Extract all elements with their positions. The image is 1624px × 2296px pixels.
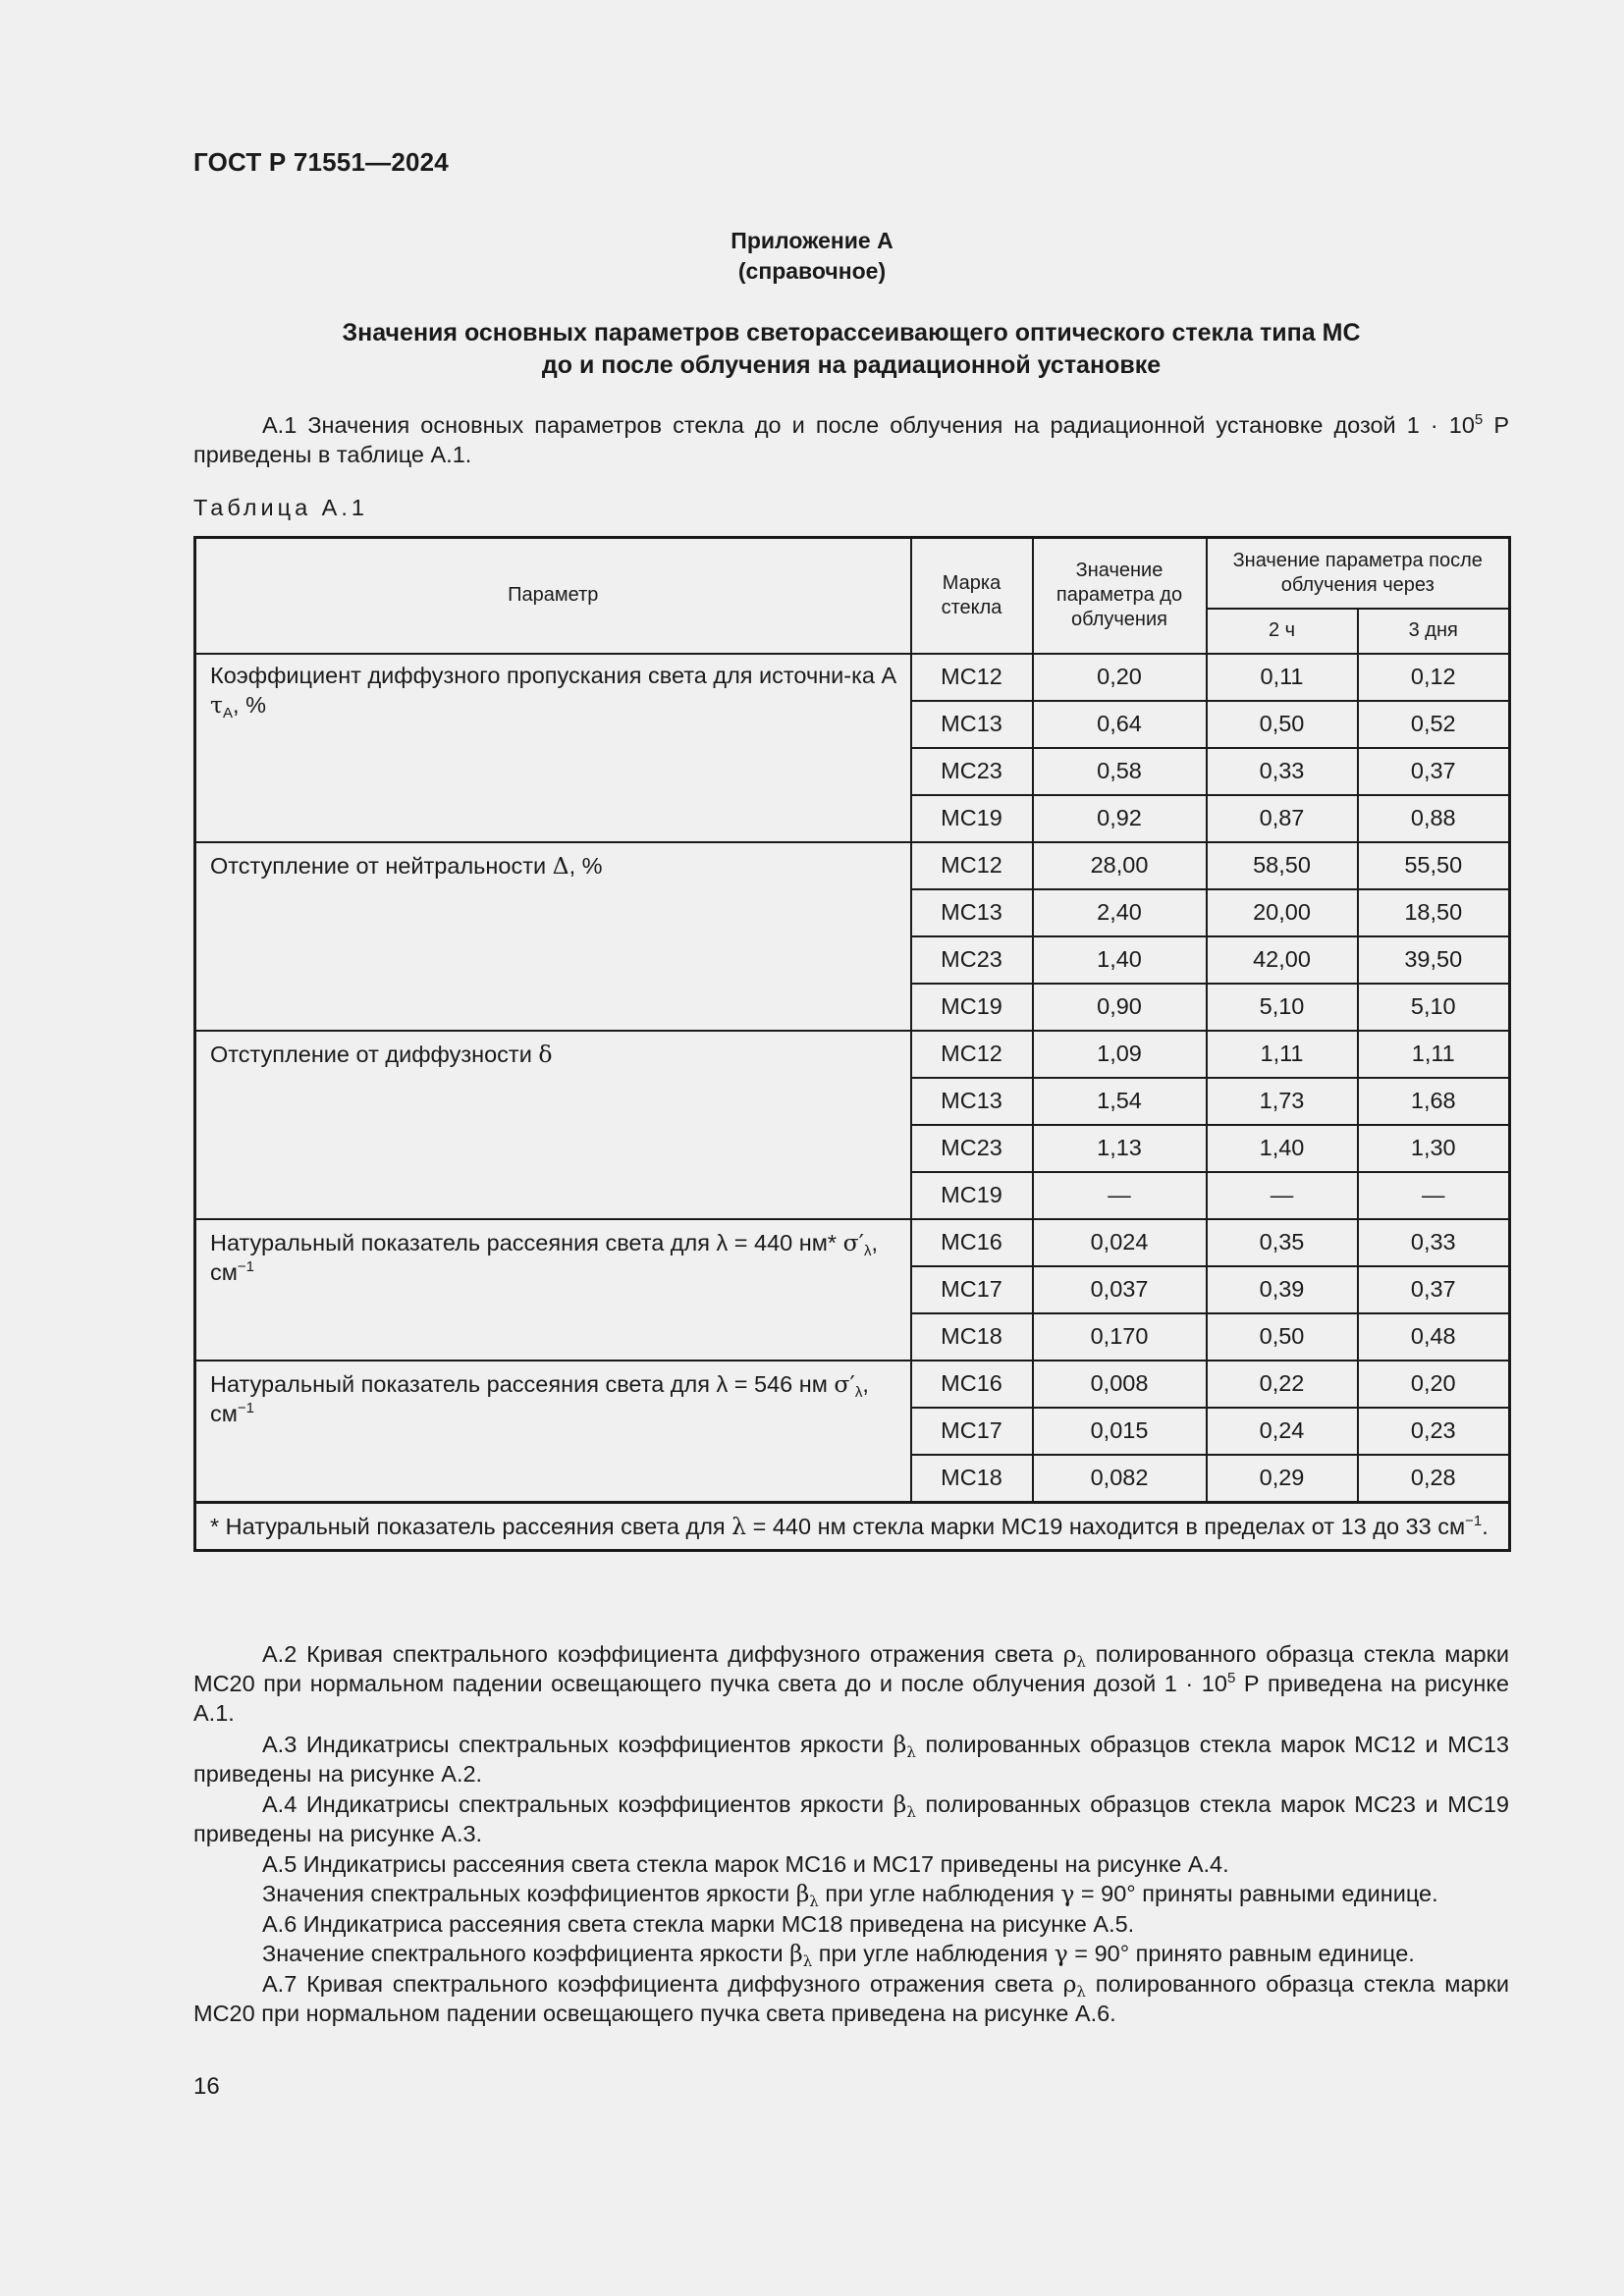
header-after-2h: 2 ч bbox=[1207, 609, 1358, 654]
value-cell: 0,37 bbox=[1358, 1266, 1510, 1313]
glass-mark-cell: МС16 bbox=[911, 1219, 1033, 1266]
value-cell: 5,10 bbox=[1207, 984, 1358, 1031]
value-cell: 1,09 bbox=[1033, 1031, 1207, 1078]
value-cell: 0,58 bbox=[1033, 748, 1207, 795]
glass-mark-cell: МС19 bbox=[911, 984, 1033, 1031]
paragraph-a2: А.2 Кривая спектрального коэффициента диффузного отражения света $\rho_\lambda$ полированного образца стекла марки МС20 при нормальном падении освещающего пучка света до и после облучения дозой $1 \cdot 10^5$ Р приведена на рисунке А.1. bbox=[193, 1640, 1510, 1726]
value-cell: 0,22 bbox=[1207, 1361, 1358, 1408]
document-title-line-1: Значения основных параметров светорассеивающего оптического стекла типа МС bbox=[342, 319, 1361, 347]
table-caption: Таблица А.1 bbox=[193, 495, 368, 520]
value-cell: 0,92 bbox=[1033, 795, 1207, 842]
table-row bbox=[195, 654, 1510, 701]
document-title-line-2: до и после облучения на радиационной установке bbox=[541, 351, 1162, 379]
glass-mark-cell: МС12 bbox=[911, 654, 1033, 701]
value-cell: 0,28 bbox=[1358, 1455, 1510, 1503]
table-row bbox=[195, 1361, 1510, 1408]
table-footnote: * Натуральный показатель рассеяния света для λ = 440 нм стекла марки МС19 находится в пределах от 13 до 33 $см^{-1}$. bbox=[195, 1502, 1510, 1550]
value-cell: 0,11 bbox=[1207, 654, 1358, 701]
glass-mark-cell: МС23 bbox=[911, 1125, 1033, 1172]
glass-mark-cell: МС17 bbox=[911, 1266, 1033, 1313]
value-cell: 1,13 bbox=[1033, 1125, 1207, 1172]
value-cell: 0,48 bbox=[1358, 1313, 1510, 1361]
value-cell: 0,082 bbox=[1033, 1455, 1207, 1503]
value-cell: — bbox=[1358, 1172, 1510, 1219]
standard-header: ГОСТ Р 71551—2024 bbox=[193, 147, 449, 177]
value-cell: 0,12 bbox=[1358, 654, 1510, 701]
document-title bbox=[0, 317, 1624, 382]
paragraph-a6: А.6 Индикатриса рассеяния света стекла марки МС18 приведена на рисунке А.5. bbox=[262, 1911, 1135, 1937]
value-cell: 0,50 bbox=[1207, 701, 1358, 748]
glass-mark-cell: МС17 bbox=[911, 1408, 1033, 1455]
parameter-cell: Натуральный показатель рассеяния света для λ = 546 нм $\sigma'_\lambda$, $см^{-1}$ bbox=[195, 1361, 911, 1503]
value-cell: 1,73 bbox=[1207, 1078, 1358, 1125]
appendix-title: Приложение А bbox=[731, 228, 893, 253]
value-cell: 39,50 bbox=[1358, 936, 1510, 984]
value-cell: 1,68 bbox=[1358, 1078, 1510, 1125]
parameters-table bbox=[193, 536, 1511, 1552]
glass-mark-cell: МС19 bbox=[911, 795, 1033, 842]
value-cell: 0,170 bbox=[1033, 1313, 1207, 1361]
paragraph-a4: А.4 Индикатрисы спектральных коэффициентов яркости $\beta_\lambda$ полированных образцов стекла марок МС23 и МС19 приведены на рисунке А.3. bbox=[193, 1790, 1509, 1846]
value-cell: 1,11 bbox=[1358, 1031, 1510, 1078]
header-before: Значение параметра до облучения bbox=[1033, 538, 1207, 654]
parameter-cell: Коэффициент диффузного пропускания света для источни-ка А $\tau_А$, % bbox=[195, 654, 911, 842]
parameter-cell: Отступление от диффузности δ bbox=[195, 1031, 911, 1219]
glass-mark-cell: МС12 bbox=[911, 842, 1033, 889]
value-cell: 0,037 bbox=[1033, 1266, 1207, 1313]
value-cell: 1,30 bbox=[1358, 1125, 1510, 1172]
glass-mark-cell: МС12 bbox=[911, 1031, 1033, 1078]
value-cell: 0,33 bbox=[1358, 1219, 1510, 1266]
value-cell: 58,50 bbox=[1207, 842, 1358, 889]
appendix-heading bbox=[0, 226, 1624, 287]
value-cell: 0,88 bbox=[1358, 795, 1510, 842]
header-after-3d: 3 дня bbox=[1358, 609, 1510, 654]
table-row bbox=[195, 1219, 1510, 1266]
value-cell: 1,11 bbox=[1207, 1031, 1358, 1078]
paragraph-a7: А.7 Кривая спектрального коэффициента диффузного отражения света $\rho_\lambda$ полированного образца стекла марки МС20 при нормальном падении освещающего пучка света приведена на рисунке А.6. bbox=[193, 1970, 1510, 2026]
glass-mark-cell: МС16 bbox=[911, 1361, 1033, 1408]
table-row bbox=[195, 842, 1510, 889]
value-cell: 0,24 bbox=[1207, 1408, 1358, 1455]
value-cell: 0,015 bbox=[1033, 1408, 1207, 1455]
glass-mark-cell: МС13 bbox=[911, 1078, 1033, 1125]
value-cell: 0,33 bbox=[1207, 748, 1358, 795]
header-after-group: Значение параметра после облучения через bbox=[1207, 538, 1510, 609]
paragraph-a3: А.3 Индикатрисы спектральных коэффициентов яркости $\beta_\lambda$ полированных образцов стекла марок МС12 и МС13 приведены на рисунке А.2. bbox=[193, 1731, 1509, 1787]
glass-mark-cell: МС18 bbox=[911, 1313, 1033, 1361]
table-row bbox=[195, 1031, 1510, 1078]
glass-mark-cell: МС19 bbox=[911, 1172, 1033, 1219]
value-cell: 55,50 bbox=[1358, 842, 1510, 889]
glass-mark-cell: МС23 bbox=[911, 936, 1033, 984]
value-cell: 0,87 bbox=[1207, 795, 1358, 842]
glass-mark-cell: МС18 bbox=[911, 1455, 1033, 1503]
value-cell: 18,50 bbox=[1358, 889, 1510, 936]
value-cell: 0,23 bbox=[1358, 1408, 1510, 1455]
value-cell: 0,20 bbox=[1358, 1361, 1510, 1408]
value-cell: 2,40 bbox=[1033, 889, 1207, 936]
parameter-cell: Отступление от нейтральности Δ, % bbox=[195, 842, 911, 1031]
glass-mark-cell: МС23 bbox=[911, 748, 1033, 795]
value-cell: 28,00 bbox=[1033, 842, 1207, 889]
value-cell: — bbox=[1207, 1172, 1358, 1219]
value-cell: 0,29 bbox=[1207, 1455, 1358, 1503]
value-cell: 0,008 bbox=[1033, 1361, 1207, 1408]
value-cell: 0,37 bbox=[1358, 748, 1510, 795]
intro-paragraph: А.1 Значения основных параметров стекла до и после облучения на радиационной установке дозой $1 \cdot 10^5$ Р приведены в таблице А.1. bbox=[193, 411, 1509, 467]
paragraph-a6-note: Значение спектрального коэффициента яркости $\beta_\lambda$ при угле наблюдения γ = 90° принято равным единице. bbox=[262, 1940, 1415, 1970]
value-cell: 42,00 bbox=[1207, 936, 1358, 984]
paragraph-a5: А.5 Индикатрисы рассеяния света стекла марок МС16 и МС17 приведены на рисунке А.4. bbox=[262, 1851, 1229, 1877]
glass-mark-cell: МС13 bbox=[911, 889, 1033, 936]
value-cell: 1,40 bbox=[1033, 936, 1207, 984]
value-cell: 0,39 bbox=[1207, 1266, 1358, 1313]
parameter-cell: Натуральный показатель рассеяния света для λ = 440 нм* $\sigma'_\lambda$, $см^{-1}$ bbox=[195, 1219, 911, 1361]
appendix-kind: (справочное) bbox=[737, 258, 887, 284]
value-cell: 0,64 bbox=[1033, 701, 1207, 748]
value-cell: 0,35 bbox=[1207, 1219, 1358, 1266]
page-number: 16 bbox=[193, 2073, 220, 2100]
value-cell: 0,024 bbox=[1033, 1219, 1207, 1266]
value-cell: 0,20 bbox=[1033, 654, 1207, 701]
value-cell: 0,50 bbox=[1207, 1313, 1358, 1361]
table-body bbox=[195, 654, 1510, 1503]
value-cell: 0,90 bbox=[1033, 984, 1207, 1031]
value-cell: — bbox=[1033, 1172, 1207, 1219]
value-cell: 20,00 bbox=[1207, 889, 1358, 936]
value-cell: 5,10 bbox=[1358, 984, 1510, 1031]
paragraph-a5-note: Значения спектральных коэффициентов яркости $\beta_\lambda$ при угле наблюдения γ = 90° приняты равными единице. bbox=[262, 1880, 1438, 1910]
header-mark: Марка стекла bbox=[911, 538, 1033, 654]
header-param: Параметр bbox=[195, 538, 911, 654]
value-cell: 1,54 bbox=[1033, 1078, 1207, 1125]
value-cell: 0,52 bbox=[1358, 701, 1510, 748]
value-cell: 1,40 bbox=[1207, 1125, 1358, 1172]
glass-mark-cell: МС13 bbox=[911, 701, 1033, 748]
